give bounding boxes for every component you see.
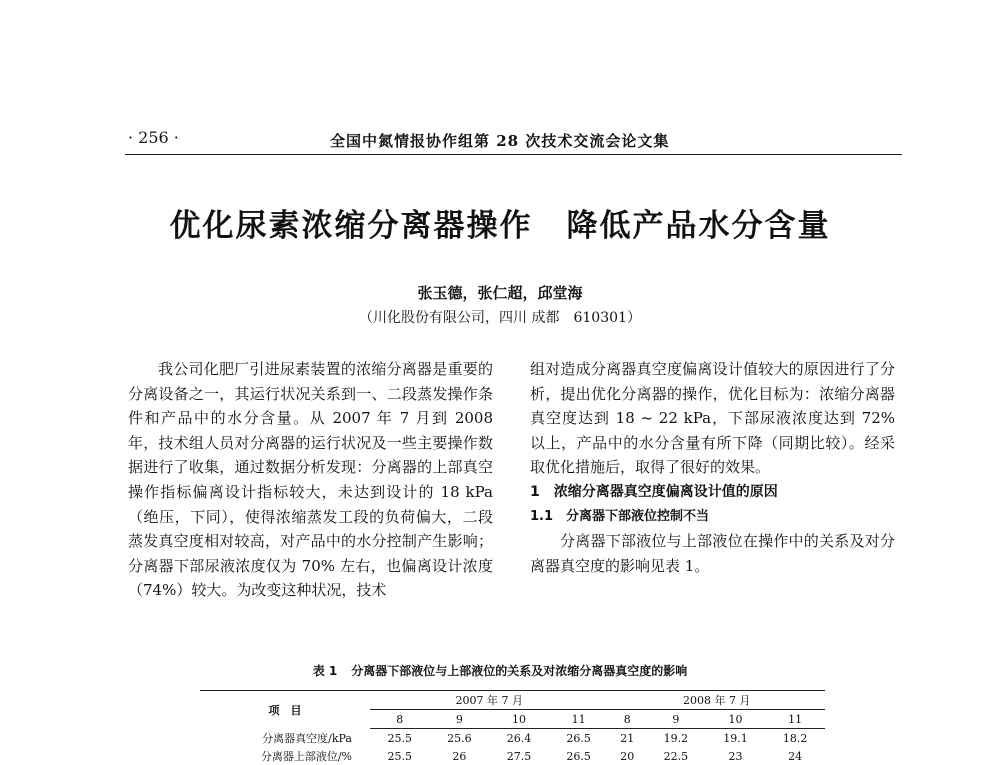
continued-paragraph: 组对造成分离器真空度偏离设计值较大的原因进行了分析，提出优化分离器的操作，优化目标为：浓缩分离器真空度达到 18 ~ 22 kPa，下部尿液浓度达到 72% 以上，产品中的水分含量有所下降（同期比较）。经采取优化措施后，取得了很好的效果。: [530, 360, 895, 477]
affiliation: （川化股份有限公司，四川 成都 610301）: [359, 310, 641, 326]
row-label: 分离器真空度/kPa: [262, 731, 352, 745]
header-rule: [125, 154, 902, 155]
authors: 张玉德，张仁超，邱堂海: [417, 284, 583, 302]
table-cell: 23: [728, 749, 743, 763]
table-cell: 25.6: [447, 731, 472, 745]
table-cell: 22.5: [663, 749, 689, 763]
table-cell: 18.2: [782, 731, 808, 745]
table-cell: 26.4: [506, 731, 532, 745]
table-cell: 25.5: [387, 749, 413, 763]
day-header: 11: [549, 710, 609, 729]
table-cell: 26: [452, 749, 467, 763]
page-number: · 256 ·: [128, 128, 179, 147]
table-cell: 24: [788, 749, 803, 763]
table-caption: [0, 662, 1000, 679]
table-caption-text: 分离器下部液位与上部液位的关系及对浓缩分离器真空度的影响: [351, 664, 688, 678]
section-heading: 1 浓缩分离器真空度偏离设计值的原因: [530, 483, 778, 500]
subsection-heading: 1.1 分离器下部液位控制不当: [530, 508, 710, 524]
table-cell: 26.5: [566, 731, 591, 745]
day-header: 10: [706, 710, 766, 729]
running-header: 全国中氮情报协作组第 28 次技术交流会论文集: [330, 132, 670, 150]
day-header: 9: [430, 710, 490, 729]
right-column: [530, 357, 895, 578]
data-table: [200, 690, 825, 765]
table-cell: 20: [620, 749, 635, 763]
title-part-1: 优化尿素浓缩分离器操作: [169, 208, 533, 244]
table-cell: 21: [620, 731, 635, 745]
day-header: 10: [489, 710, 549, 729]
item-header: 项 目: [200, 691, 370, 729]
table-cell: 19.1: [723, 731, 748, 745]
group-header-2008: 2008 年 7 月: [608, 691, 825, 710]
table-cell: 27.5: [506, 749, 532, 763]
day-header: 8: [608, 710, 646, 729]
day-header: 9: [646, 710, 706, 729]
group-header-2007: 2007 年 7 月: [370, 691, 608, 710]
table-cell: 19.2: [663, 731, 689, 745]
row-label: 分离器上部液位/%: [260, 750, 352, 763]
table-reference-paragraph: 分离器下部液位与上部液位在操作中的关系及对分离器真空度的影响见表 1。: [530, 532, 895, 575]
day-header: 11: [765, 710, 825, 729]
article-title: [0, 200, 1000, 245]
intro-paragraph: 我公司化肥厂引进尿素装置的浓缩分离器是重要的分离设备之一，其运行状况关系到一、二段蒸发操作条件和产品中的水分含量。从 2007 年 7 月到 2008 年，技术组人员对分离器的运行状况及一些主要操作数据进行了收集，通过数据分析发现：分离器的上部真空操作指标偏离设计指标较大，未达到设计的 18 kPa（绝压，下同），使得浓缩蒸发工段的负荷偏大，二段蒸发真空度相对较高，对产品中的水分控制产生影响；分离器下部尿液浓度仅为 70% 左右，也偏离设计浓度（74%）较大。为改变这种状况，技术: [128, 360, 493, 600]
left-column: [128, 357, 493, 603]
table-row: [200, 729, 825, 748]
table-cell: 26.5: [566, 749, 591, 763]
title-part-2: 降低产品水分含量: [566, 208, 831, 244]
table-label: 表 1: [312, 664, 338, 678]
table-cell: 25.5: [387, 731, 413, 745]
table-row: [200, 747, 825, 765]
day-header: 8: [370, 710, 430, 729]
